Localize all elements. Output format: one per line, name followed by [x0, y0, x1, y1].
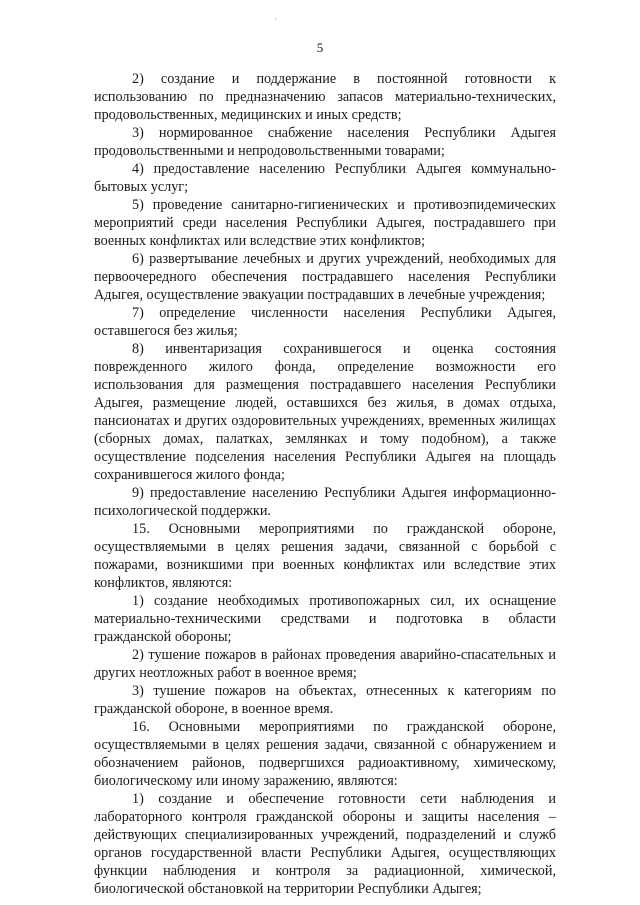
section-15-item-1: 1) создание необходимых противопожарных сил, их оснащение материально-техническими средствами и подготовка в области гражданской обороны;	[94, 593, 556, 645]
paragraph-item-2: 2) создание и поддержание в постоянной готовности к использованию по предназначению запасов материально-технических, продовольственных, медицинских и иных средств;	[94, 71, 556, 123]
paragraph-item-5: 5) проведение санитарно-гигиенических и противоэпидемических мероприятий среди населения Республики Адыгея, пострадавшего при военных конфликтах или вследствие этих конфликтов;	[94, 197, 556, 249]
section-15-item-2: 2) тушение пожаров в районах проведения аварийно-спасательных и других неотложных работ в военное время;	[94, 647, 556, 681]
paragraph-item-4: 4) предоставление населению Республики Адыгея коммунально-бытовых услуг;	[94, 161, 556, 195]
scan-speck	[275, 18, 276, 20]
section-16-item-1: 1) создание и обеспечение готовности сети наблюдения и лабораторного контроля гражданской обороны и защиты населения – действующих специализированных учреждений, подразделений и служб органов государственной власти Республики Адыгея, осуществляющих функции наблюдения и контроля за радиационной, химической, биологической обстановкой на территории Республики Адыгея;	[94, 791, 556, 897]
paragraph-item-7: 7) определение численности населения Республики Адыгея, оставшегося без жилья;	[94, 305, 556, 339]
paragraph-item-9: 9) предоставление населению Республики Адыгея информационно-психологической поддержки.	[94, 485, 556, 519]
paragraph-item-6: 6) развертывание лечебных и других учреждений, необходимых для первоочередного обеспечения пострадавшего населения Республики Адыгея, осуществление эвакуации пострадавших в лечебные учреждения;	[94, 251, 556, 303]
section-15-intro: 15. Основными мероприятиями по гражданской обороне, осуществляемыми в целях решения задачи, связанной с борьбой с пожарами, возникшими при военных конфликтах или вследствие этих конфликтов, являются:	[94, 521, 556, 591]
section-16-intro: 16. Основными мероприятиями по гражданской обороне, осуществляемыми в целях решения задачи, связанной с обнаружением и обозначением районов, подвергшихся радиоактивному, химическому, биологическому или иному заражению, являются:	[94, 719, 556, 789]
paragraph-item-3: 3) нормированное снабжение населения Республики Адыгея продовольственными и непродовольственными товарами;	[94, 125, 556, 159]
document-body	[94, 70, 556, 898]
paragraph-item-8: 8) инвентаризация сохранившегося и оценка состояния поврежденного жилого фонда, определение возможности его использования для размещения пострадавшего населения Республики Адыгея, размещение людей, оставшихся без жилья, в домах отдыха, пансионатах и других оздоровительных учреждениях, временных жилищах (сборных домах, палатках, землянках и тому подобном), а также осуществление подселения населения Республики Адыгея на площадь сохранившегося жилого фонда;	[94, 341, 556, 483]
section-15-item-3: 3) тушение пожаров на объектах, отнесенных к категориям по гражданской обороне, в военное время.	[94, 683, 556, 717]
page-number: 5	[316, 40, 324, 55]
